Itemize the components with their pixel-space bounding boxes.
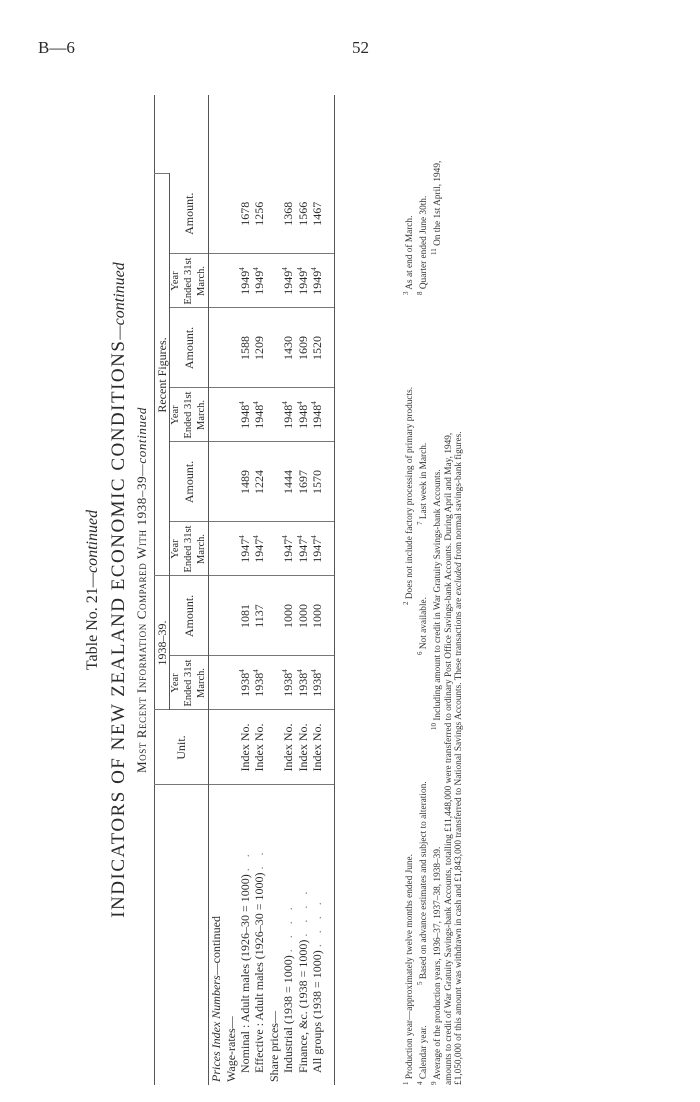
footnote-line: $^1$ Production year—approximately twelve months ended June.$^2$ Does not include factory processing of primary products.$^3$ As at end of March. (402, 215, 416, 1085)
row-label: Finance, &c. (1938 = 1000) . . . . (295, 887, 310, 1073)
row-amount: 1209 (252, 308, 266, 388)
footnotes (402, 95, 465, 1085)
row-label: All groups (1938 = 1000) . . . . (309, 898, 324, 1073)
row-amount: 1570 (310, 442, 324, 522)
row-amount: 1697 (296, 442, 310, 522)
row-label: Nominal : Adult males (1926–30 = 1000) . . (237, 850, 252, 1073)
row-year: 1938$^4$ (252, 656, 266, 710)
row-amount: 1224 (252, 442, 266, 522)
row-unit: Index No. (252, 710, 266, 785)
row-label: Effective : Adult males (1926–30 = 1000) . . (252, 848, 267, 1073)
amount-header: Amount. (170, 442, 209, 522)
row-unit: Index No. (310, 710, 324, 785)
row-unit: Index No. (238, 710, 252, 785)
row-amount: 1081 (238, 576, 252, 656)
row-amount: 1000 (296, 576, 310, 656)
row-amount: 1467 (310, 174, 324, 254)
year-ended-header: Year Ended 31st March. (170, 388, 209, 442)
row-year: 1949$^4$ (296, 254, 310, 308)
year-ended-header: Year Ended 31st March. (170, 656, 209, 710)
year-ended-header: Year Ended 31st March. (170, 522, 209, 576)
row-amount: 1000 (281, 576, 295, 656)
row-amount: 1609 (296, 308, 310, 388)
amount-header: Amount. (170, 174, 209, 254)
row-year: 1948$^4$ (238, 388, 252, 442)
rotated-table-page (80, 95, 480, 1085)
group-header-1938: 1938–39. (155, 576, 170, 710)
indicators-table (154, 95, 335, 1085)
row-year: 1948$^4$ (252, 388, 266, 442)
amount-header: Amount. (170, 308, 209, 388)
row-year: 1948$^4$ (296, 388, 310, 442)
row-year: 1938$^4$ (281, 656, 295, 710)
row-year: 1949$^4$ (281, 254, 295, 308)
row-label: Industrial (1938 = 1000) . . . . (281, 903, 296, 1073)
year-ended-header: Year Ended 31st March. (170, 254, 209, 308)
table-subheading: Most Recent Information Compared With 1938–39—continued (134, 406, 149, 774)
row-year: 1949$^4$ (310, 254, 324, 308)
table-row (238, 95, 252, 1085)
row-amount: 1368 (281, 174, 295, 254)
row-amount: 1256 (252, 174, 266, 254)
row-year: 1938$^4$ (310, 656, 324, 710)
table-row (310, 95, 324, 1085)
group-label: Wage-rates— (223, 1016, 238, 1082)
table-row (252, 95, 266, 1085)
amount-header: Amount. (170, 576, 209, 656)
table-number: Table No. 21—continued (84, 509, 101, 671)
row-year: 1947$^4$ (310, 522, 324, 576)
row-unit: Index No. (281, 710, 295, 785)
row-amount: 1566 (296, 174, 310, 254)
row-year: 1938$^4$ (296, 656, 310, 710)
row-amount: 1430 (281, 308, 295, 388)
footnote-line: £1,050,000 of this amount was withdrawn in cash and £1,843,000 transferred to National Savings Accounts. These transactions are excluded from normal savings-bank figures. (454, 431, 465, 1085)
row-amount: 1678 (238, 174, 252, 254)
row-year: 1949$^4$ (252, 254, 266, 308)
row-year: 1947$^4$ (252, 522, 266, 576)
row-amount: 1137 (252, 576, 266, 656)
row-year: 1947$^4$ (238, 522, 252, 576)
table-row (296, 95, 310, 1085)
footnote-line: amounts to credit of War Gratuity Savings-bank Accounts, totalling £11,448,000 were transferred to ordinary Post Office Savings-bank Accounts. During April and May, 1949, (443, 432, 454, 1085)
page-code: B—6 (38, 38, 75, 57)
row-year: 1948$^4$ (310, 388, 324, 442)
row-unit: Index No. (296, 710, 310, 785)
table-row (281, 95, 295, 1085)
row-year: 1948$^4$ (281, 388, 295, 442)
row-year: 1938$^4$ (238, 656, 252, 710)
unit-column-header: Unit. (155, 710, 209, 785)
group-label: Share prices— (266, 1011, 281, 1082)
row-amount: 1444 (281, 442, 295, 522)
footnote-line: $^9$ Average of the production years, 1936–37, 1937–38, 1938–39.10 Including amount to credit in War Gratuity Savings-bank Accounts.$^{11}$ On the 1st April, 1949, (429, 160, 443, 1085)
row-year: 1947$^4$ (281, 522, 295, 576)
row-year: 1949$^4$ (238, 254, 252, 308)
page-number: 52 (352, 38, 369, 57)
row-amount: 1520 (310, 308, 324, 388)
table-heading: INDICATORS OF NEW ZEALAND ECONOMIC CONDITIONS—continued (108, 262, 129, 918)
group-header-recent: Recent Figures. (155, 174, 170, 576)
section-title: Prices Index Numbers—continued (209, 916, 224, 1082)
row-year: 1947$^4$ (296, 522, 310, 576)
row-amount: 1000 (310, 576, 324, 656)
label-column-header (155, 785, 209, 1085)
row-amount: 1588 (238, 308, 252, 388)
footnote-line: $^4$ Calendar year.$^5$ Based on advance estimates and subject to alteration.$^6$ Not available.$^7$ Last week in March.$^8$ Quarter ended June 30th. (415, 195, 429, 1085)
row-amount: 1489 (238, 442, 252, 522)
